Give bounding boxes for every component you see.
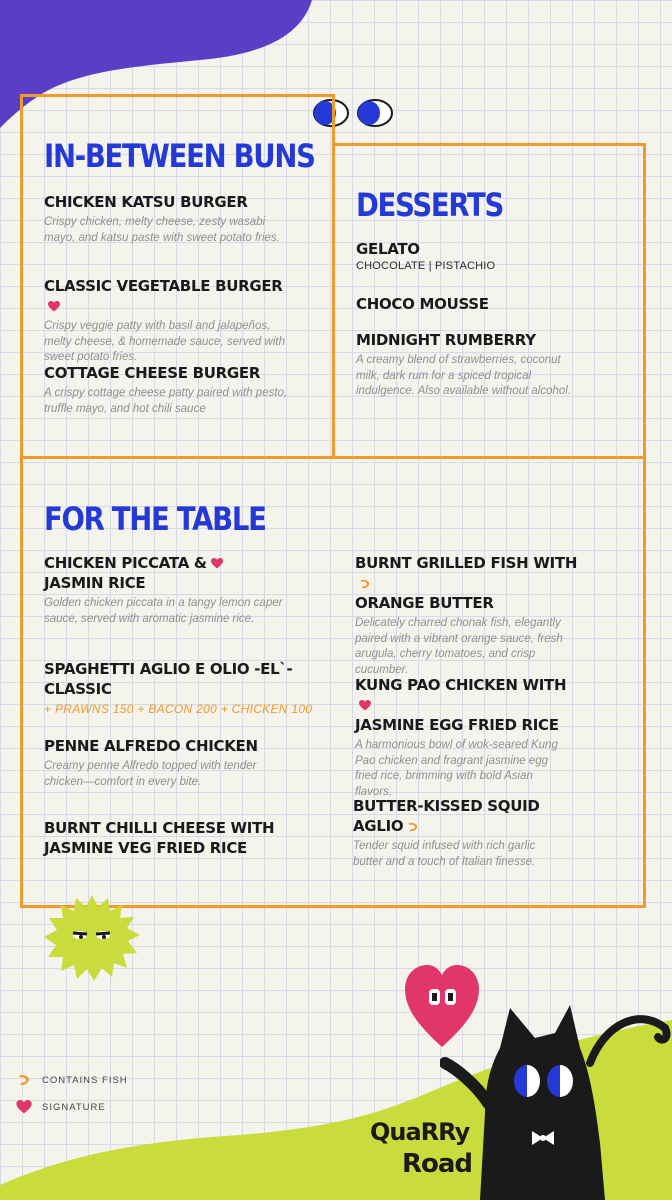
menu-item (44, 659, 324, 716)
item-name-line1: CHICKEN PICCATA & (44, 554, 207, 572)
menu-item (353, 796, 578, 870)
item-description: Crispy chicken, melty cheese, zesty wasabi mayo, and katsu paste with sweet potato fries. (44, 216, 280, 244)
item-name-line1: PENNE ALFREDO CHICKEN (44, 737, 258, 755)
item-description: Delicately charred chonak fish, elegantly paired with a vibrant orange sauce, fresh arugula, cherry tomatoes, and crisp cucumber. (355, 617, 563, 676)
svg-text:QuaRRy: QuaRRy (370, 1118, 470, 1146)
fish-icon (407, 821, 419, 833)
menu-item (355, 675, 570, 800)
legend-fish (16, 1073, 128, 1087)
legend-label: CONTAINS FISH (42, 1074, 128, 1086)
item-name-line1: KUNG PAO CHICKEN WITH (355, 676, 567, 694)
item-name-row (353, 796, 578, 836)
brand-logo-mark (368, 1110, 480, 1178)
item-name: COTTAGE CHEESE BURGER (44, 364, 261, 382)
menu-item (44, 192, 294, 246)
legend-label: SIGNATURE (42, 1101, 106, 1113)
item-description: Tender squid infused with rich garlic butter and a touch of Italian finesse. (353, 840, 536, 868)
item-flavors: CHOCOLATE | PISTACHIO (356, 260, 496, 272)
item-name: GELATO (356, 240, 420, 258)
menu-item (355, 553, 580, 678)
item-description: Creamy penne Alfredo topped with tender chicken—comfort in every bite. (44, 760, 257, 788)
item-description: A creamy blend of strawberries, coconut milk, dark rum for a spiced tropical indulgence. Also available without alcohol. (356, 354, 572, 397)
item-description: Crispy veggie patty with basil and jalapeños, melty cheese, & homemade sauce, served with sweet potato fries. (44, 320, 285, 363)
item-name: CLASSIC VEGETABLE BURGER (44, 277, 283, 295)
svg-text:Road: Road (402, 1149, 473, 1178)
item-name-line1: BUTTER-KISSED SQUID AGLIO (353, 797, 540, 835)
menu-item (356, 239, 596, 272)
fish-icon (359, 578, 371, 590)
menu-item (44, 276, 294, 366)
buns-section-title: IN-BETWEEN BUNS (44, 137, 315, 175)
item-description: A harmonious bowl of wok-seared Kung Pao chicken and fragrant jasmine egg fried rice, brimming with bold Asian flavors. (355, 739, 558, 798)
item-name-line2: ORANGE BUTTER (355, 594, 494, 612)
item-description: Golden chicken piccata in a tangy lemon caper sauce, served with aromatic jasmine rice. (44, 597, 283, 625)
item-addons: + PRAWNS 150 + BACON 200 + CHICKEN 100 (44, 702, 313, 716)
item-name: CHICKEN KATSU BURGER (44, 193, 248, 211)
menu-item (356, 330, 581, 400)
menu-item (44, 818, 304, 858)
item-description: A crispy cottage cheese patty paired with pesto, truffle mayo, and hot chili sauce (44, 387, 288, 415)
item-name-line2: JASMIN RICE (44, 574, 146, 592)
item-name-line2: CLASSIC (44, 680, 112, 698)
menu-item (44, 736, 264, 790)
legend-signature (16, 1100, 106, 1114)
desserts-section-title: DESSERTS (356, 186, 504, 224)
item-name-line1: BURNT CHILLI CHEESE WITH (44, 819, 275, 837)
item-name-line2: JASMINE EGG FRIED RICE (355, 716, 559, 734)
heart-icon (48, 301, 60, 312)
table-section-title: FOR THE TABLE (44, 500, 266, 538)
menu-item (356, 294, 596, 314)
item-name-line1: SPAGHETTI AGLIO E OLIO -EL`- (44, 660, 293, 678)
item-name-line2: JASMINE VEG FRIED RICE (44, 839, 247, 857)
item-name-line1: BURNT GRILLED FISH WITH (355, 554, 578, 572)
heart-icon (16, 1100, 32, 1114)
menu-item (44, 363, 289, 417)
heart-icon (211, 558, 223, 569)
heart-icon (359, 700, 371, 711)
brand-logo (368, 1110, 480, 1178)
item-name-row (355, 553, 580, 593)
spiky-creature-illustration (42, 893, 142, 983)
menu-item (44, 553, 284, 627)
item-name: MIDNIGHT RUMBERRY (356, 331, 536, 349)
item-name: CHOCO MOUSSE (356, 295, 489, 313)
fish-icon (16, 1073, 32, 1087)
item-name-row (44, 276, 294, 316)
item-name-row (44, 553, 284, 573)
item-name-row (355, 675, 570, 715)
